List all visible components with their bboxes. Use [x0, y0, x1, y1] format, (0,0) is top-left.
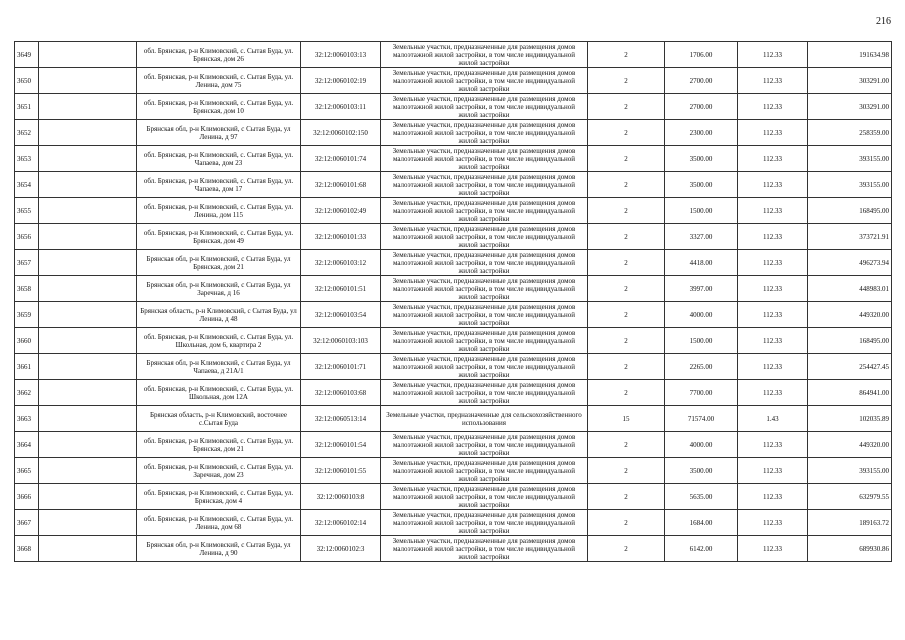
specific-value-cell: 112.33 — [738, 276, 808, 302]
row-number-cell: 3665 — [15, 458, 39, 484]
category-cell: 2 — [588, 328, 665, 354]
table-row — [15, 172, 892, 198]
empty-cell — [39, 458, 137, 484]
address-cell: Брянская обл, р-н Климовский, с Сытая Буда, ул Чапаева, д 21А/1 — [137, 354, 301, 380]
table-row — [15, 224, 892, 250]
land-use-cell: Земельные участки, предназначенные для размещения домов малоэтажной жилой застройки, в том числе индивидуальной жилой застройки — [381, 68, 588, 94]
area-cell: 3500.00 — [665, 146, 738, 172]
land-use-cell: Земельные участки, предназначенные для сельскохозяйственного использования — [381, 406, 588, 432]
category-cell: 2 — [588, 250, 665, 276]
address-cell: обл. Брянская, р-н Климовский, с. Сытая Буда, ул. Чапаева, дом 17 — [137, 172, 301, 198]
category-cell: 2 — [588, 172, 665, 198]
cadastral-number-cell: 32:12:0060102:3 — [301, 536, 381, 562]
table-row — [15, 120, 892, 146]
table-row — [15, 68, 892, 94]
cadastral-value-cell: 496273.94 — [808, 250, 892, 276]
row-number-cell: 3658 — [15, 276, 39, 302]
area-cell: 1684.00 — [665, 510, 738, 536]
empty-cell — [39, 354, 137, 380]
cadastral-value-cell: 632979.55 — [808, 484, 892, 510]
table-row — [15, 432, 892, 458]
category-cell: 2 — [588, 146, 665, 172]
cadastral-value-cell: 689930.86 — [808, 536, 892, 562]
cadastral-value-cell: 258359.00 — [808, 120, 892, 146]
area-cell: 1500.00 — [665, 198, 738, 224]
category-cell: 2 — [588, 94, 665, 120]
address-cell: обл. Брянская, р-н Климовский, с. Сытая Буда, ул. Брянская, дом 21 — [137, 432, 301, 458]
row-number-cell: 3654 — [15, 172, 39, 198]
cadastral-value-cell: 864941.00 — [808, 380, 892, 406]
area-cell: 2700.00 — [665, 68, 738, 94]
area-cell: 2700.00 — [665, 94, 738, 120]
row-number-cell: 3663 — [15, 406, 39, 432]
cadastral-number-cell: 32:12:0060103:11 — [301, 94, 381, 120]
cadastral-number-cell: 32:12:0060103:54 — [301, 302, 381, 328]
address-cell: обл. Брянская, р-н Климовский, с. Сытая Буда, ул. Брянская, дом 49 — [137, 224, 301, 250]
category-cell: 2 — [588, 432, 665, 458]
table-body — [15, 42, 892, 562]
table-row — [15, 536, 892, 562]
address-cell: Брянская область, р-н Климовский, восточнее с.Сытая Буда — [137, 406, 301, 432]
table-row — [15, 250, 892, 276]
land-use-cell: Земельные участки, предназначенные для размещения домов малоэтажной жилой застройки, в том числе индивидуальной жилой застройки — [381, 172, 588, 198]
area-cell: 4000.00 — [665, 302, 738, 328]
empty-cell — [39, 94, 137, 120]
table-row — [15, 510, 892, 536]
area-cell: 1706.00 — [665, 42, 738, 68]
cadastral-value-cell: 189163.72 — [808, 510, 892, 536]
table-row — [15, 198, 892, 224]
table-row — [15, 94, 892, 120]
area-cell: 4000.00 — [665, 432, 738, 458]
land-use-cell: Земельные участки, предназначенные для размещения домов малоэтажной жилой застройки, в том числе индивидуальной жилой застройки — [381, 146, 588, 172]
specific-value-cell: 112.33 — [738, 510, 808, 536]
area-cell: 2300.00 — [665, 120, 738, 146]
table-row — [15, 302, 892, 328]
cadastral-number-cell: 32:12:0060103:68 — [301, 380, 381, 406]
page-number: 216 — [876, 16, 891, 27]
land-use-cell: Земельные участки, предназначенные для размещения домов малоэтажной жилой застройки, в том числе индивидуальной жилой застройки — [381, 432, 588, 458]
cadastral-value-cell: 102035.89 — [808, 406, 892, 432]
row-number-cell: 3657 — [15, 250, 39, 276]
empty-cell — [39, 302, 137, 328]
category-cell: 2 — [588, 380, 665, 406]
cadastral-number-cell: 32:12:0060513:14 — [301, 406, 381, 432]
land-use-cell: Земельные участки, предназначенные для размещения домов малоэтажной жилой застройки, в том числе индивидуальной жилой застройки — [381, 328, 588, 354]
table-row — [15, 380, 892, 406]
specific-value-cell: 112.33 — [738, 536, 808, 562]
area-cell: 1500.00 — [665, 328, 738, 354]
category-cell: 2 — [588, 68, 665, 94]
empty-cell — [39, 42, 137, 68]
cadastral-number-cell: 32:12:0060102:150 — [301, 120, 381, 146]
address-cell: Брянская обл, р-н Климовский, с Сытая Буда, ул Брянская, дом 21 — [137, 250, 301, 276]
empty-cell — [39, 224, 137, 250]
area-cell: 5635.00 — [665, 484, 738, 510]
land-use-cell: Земельные участки, предназначенные для размещения домов малоэтажной жилой застройки, в том числе индивидуальной жилой застройки — [381, 354, 588, 380]
land-use-cell: Земельные участки, предназначенные для размещения домов малоэтажной жилой застройки, в том числе индивидуальной жилой застройки — [381, 120, 588, 146]
land-use-cell: Земельные участки, предназначенные для размещения домов малоэтажной жилой застройки, в том числе индивидуальной жилой застройки — [381, 458, 588, 484]
cadastral-value-cell: 303291.00 — [808, 68, 892, 94]
table-row — [15, 146, 892, 172]
cadastral-number-cell: 32:12:0060101:55 — [301, 458, 381, 484]
empty-cell — [39, 250, 137, 276]
category-cell: 2 — [588, 536, 665, 562]
specific-value-cell: 112.33 — [738, 328, 808, 354]
empty-cell — [39, 276, 137, 302]
cadastral-number-cell: 32:12:0060103:103 — [301, 328, 381, 354]
cadastral-value-cell: 168495.00 — [808, 328, 892, 354]
land-use-cell: Земельные участки, предназначенные для размещения домов малоэтажной жилой застройки, в том числе индивидуальной жилой застройки — [381, 224, 588, 250]
land-use-cell: Земельные участки, предназначенные для размещения домов малоэтажной жилой застройки, в том числе индивидуальной жилой застройки — [381, 276, 588, 302]
cadastral-number-cell: 32:12:0060102:19 — [301, 68, 381, 94]
row-number-cell: 3667 — [15, 510, 39, 536]
area-cell: 7700.00 — [665, 380, 738, 406]
specific-value-cell: 112.33 — [738, 250, 808, 276]
empty-cell — [39, 328, 137, 354]
specific-value-cell: 112.33 — [738, 146, 808, 172]
row-number-cell: 3652 — [15, 120, 39, 146]
address-cell: обл. Брянская, р-н Климовский, с. Сытая Буда, ул. Ленина, дом 115 — [137, 198, 301, 224]
specific-value-cell: 112.33 — [738, 432, 808, 458]
address-cell: обл. Брянская, р-н Климовский, с. Сытая Буда, ул. Заречная, дом 23 — [137, 458, 301, 484]
row-number-cell: 3666 — [15, 484, 39, 510]
land-use-cell: Земельные участки, предназначенные для размещения домов малоэтажной жилой застройки, в том числе индивидуальной жилой застройки — [381, 484, 588, 510]
land-use-cell: Земельные участки, предназначенные для размещения домов малоэтажной жилой застройки, в том числе индивидуальной жилой застройки — [381, 42, 588, 68]
category-cell: 2 — [588, 120, 665, 146]
row-number-cell: 3653 — [15, 146, 39, 172]
cadastral-number-cell: 32:12:0060103:13 — [301, 42, 381, 68]
land-use-cell: Земельные участки, предназначенные для размещения домов малоэтажной жилой застройки, в том числе индивидуальной жилой застройки — [381, 536, 588, 562]
specific-value-cell: 112.33 — [738, 198, 808, 224]
specific-value-cell: 112.33 — [738, 354, 808, 380]
category-cell: 2 — [588, 458, 665, 484]
empty-cell — [39, 406, 137, 432]
specific-value-cell: 112.33 — [738, 458, 808, 484]
specific-value-cell: 112.33 — [738, 120, 808, 146]
specific-value-cell: 112.33 — [738, 68, 808, 94]
area-cell: 3327.00 — [665, 224, 738, 250]
cadastral-value-cell: 191634.98 — [808, 42, 892, 68]
cadastral-number-cell: 32:12:0060101:71 — [301, 354, 381, 380]
row-number-cell: 3659 — [15, 302, 39, 328]
address-cell: обл. Брянская, р-н Климовский, с. Сытая Буда, ул. Школьная, дом 6, квартира 2 — [137, 328, 301, 354]
empty-cell — [39, 510, 137, 536]
land-use-cell: Земельные участки, предназначенные для размещения домов малоэтажной жилой застройки, в том числе индивидуальной жилой застройки — [381, 198, 588, 224]
table-row — [15, 458, 892, 484]
row-number-cell: 3651 — [15, 94, 39, 120]
row-number-cell: 3668 — [15, 536, 39, 562]
cadastral-value-cell: 449320.00 — [808, 432, 892, 458]
specific-value-cell: 112.33 — [738, 94, 808, 120]
specific-value-cell: 112.33 — [738, 172, 808, 198]
row-number-cell: 3660 — [15, 328, 39, 354]
area-cell: 71574.00 — [665, 406, 738, 432]
cadastral-number-cell: 32:12:0060101:33 — [301, 224, 381, 250]
cadastral-number-cell: 32:12:0060102:14 — [301, 510, 381, 536]
cadastral-value-cell: 393155.00 — [808, 172, 892, 198]
address-cell: обл. Брянская, р-н Климовский, с. Сытая Буда, ул. Ленина, дом 68 — [137, 510, 301, 536]
category-cell: 2 — [588, 276, 665, 302]
category-cell: 2 — [588, 42, 665, 68]
address-cell: обл. Брянская, р-н Климовский, с. Сытая Буда, ул. Школьная, дом 12А — [137, 380, 301, 406]
cadastral-value-cell: 393155.00 — [808, 146, 892, 172]
address-cell: обл. Брянская, р-н Климовский, с. Сытая Буда, ул. Брянская, дом 26 — [137, 42, 301, 68]
cadastral-value-table — [14, 41, 892, 562]
table-row — [15, 328, 892, 354]
address-cell: обл. Брянская, р-н Климовский, с. Сытая Буда, ул. Чапаева, дом 23 — [137, 146, 301, 172]
empty-cell — [39, 536, 137, 562]
empty-cell — [39, 198, 137, 224]
table-row — [15, 354, 892, 380]
address-cell: Брянская обл, р-н Климовский, с Сытая Буда, ул Ленина, д 90 — [137, 536, 301, 562]
category-cell: 2 — [588, 510, 665, 536]
empty-cell — [39, 68, 137, 94]
row-number-cell: 3662 — [15, 380, 39, 406]
cadastral-value-cell: 449320.00 — [808, 302, 892, 328]
table-row — [15, 276, 892, 302]
area-cell: 2265.00 — [665, 354, 738, 380]
empty-cell — [39, 432, 137, 458]
cadastral-number-cell: 32:12:0060101:54 — [301, 432, 381, 458]
address-cell: Брянская обл, р-н Климовский, с Сытая Буда, ул Ленина, д 97 — [137, 120, 301, 146]
cadastral-value-cell: 303291.00 — [808, 94, 892, 120]
empty-cell — [39, 172, 137, 198]
table-row — [15, 42, 892, 68]
address-cell: Брянская обл, р-н Климовский, с Сытая Буда, ул Заречная, д 16 — [137, 276, 301, 302]
row-number-cell: 3656 — [15, 224, 39, 250]
category-cell: 2 — [588, 224, 665, 250]
land-use-cell: Земельные участки, предназначенные для размещения домов малоэтажной жилой застройки, в том числе индивидуальной жилой застройки — [381, 380, 588, 406]
area-cell: 6142.00 — [665, 536, 738, 562]
category-cell: 2 — [588, 302, 665, 328]
cadastral-value-cell: 168495.00 — [808, 198, 892, 224]
address-cell: обл. Брянская, р-н Климовский, с. Сытая Буда, ул. Брянская, дом 10 — [137, 94, 301, 120]
cadastral-value-cell: 373721.91 — [808, 224, 892, 250]
specific-value-cell: 112.33 — [738, 224, 808, 250]
cadastral-value-cell: 254427.45 — [808, 354, 892, 380]
row-number-cell: 3650 — [15, 68, 39, 94]
cadastral-value-cell: 393155.00 — [808, 458, 892, 484]
specific-value-cell: 112.33 — [738, 302, 808, 328]
empty-cell — [39, 380, 137, 406]
category-cell: 2 — [588, 484, 665, 510]
cadastral-number-cell: 32:12:0060101:74 — [301, 146, 381, 172]
row-number-cell: 3661 — [15, 354, 39, 380]
table-row — [15, 484, 892, 510]
area-cell: 3997.00 — [665, 276, 738, 302]
cadastral-number-cell: 32:12:0060102:49 — [301, 198, 381, 224]
area-cell: 3500.00 — [665, 172, 738, 198]
address-cell: обл. Брянская, р-н Климовский, с. Сытая Буда, ул. Брянская, дом 4 — [137, 484, 301, 510]
specific-value-cell: 112.33 — [738, 484, 808, 510]
area-cell: 4418.00 — [665, 250, 738, 276]
row-number-cell: 3655 — [15, 198, 39, 224]
table-row — [15, 406, 892, 432]
address-cell: обл. Брянская, р-н Климовский, с. Сытая Буда, ул. Ленина, дом 75 — [137, 68, 301, 94]
category-cell: 2 — [588, 198, 665, 224]
land-use-cell: Земельные участки, предназначенные для размещения домов малоэтажной жилой застройки, в том числе индивидуальной жилой застройки — [381, 302, 588, 328]
address-cell: Брянская область, р-н Климовский, с Сытая Буда, ул Ленина, д 48 — [137, 302, 301, 328]
specific-value-cell: 112.33 — [738, 42, 808, 68]
land-use-cell: Земельные участки, предназначенные для размещения домов малоэтажной жилой застройки, в том числе индивидуальной жилой застройки — [381, 94, 588, 120]
category-cell: 2 — [588, 354, 665, 380]
cadastral-number-cell: 32:12:0060101:51 — [301, 276, 381, 302]
empty-cell — [39, 120, 137, 146]
cadastral-number-cell: 32:12:0060103:12 — [301, 250, 381, 276]
specific-value-cell: 112.33 — [738, 380, 808, 406]
category-cell: 15 — [588, 406, 665, 432]
empty-cell — [39, 146, 137, 172]
land-use-cell: Земельные участки, предназначенные для размещения домов малоэтажной жилой застройки, в том числе индивидуальной жилой застройки — [381, 510, 588, 536]
specific-value-cell: 1.43 — [738, 406, 808, 432]
cadastral-value-cell: 448983.01 — [808, 276, 892, 302]
row-number-cell: 3649 — [15, 42, 39, 68]
land-use-cell: Земельные участки, предназначенные для размещения домов малоэтажной жилой застройки, в том числе индивидуальной жилой застройки — [381, 250, 588, 276]
cadastral-number-cell: 32:12:0060101:68 — [301, 172, 381, 198]
row-number-cell: 3664 — [15, 432, 39, 458]
empty-cell — [39, 484, 137, 510]
cadastral-number-cell: 32:12:0060103:8 — [301, 484, 381, 510]
area-cell: 3500.00 — [665, 458, 738, 484]
